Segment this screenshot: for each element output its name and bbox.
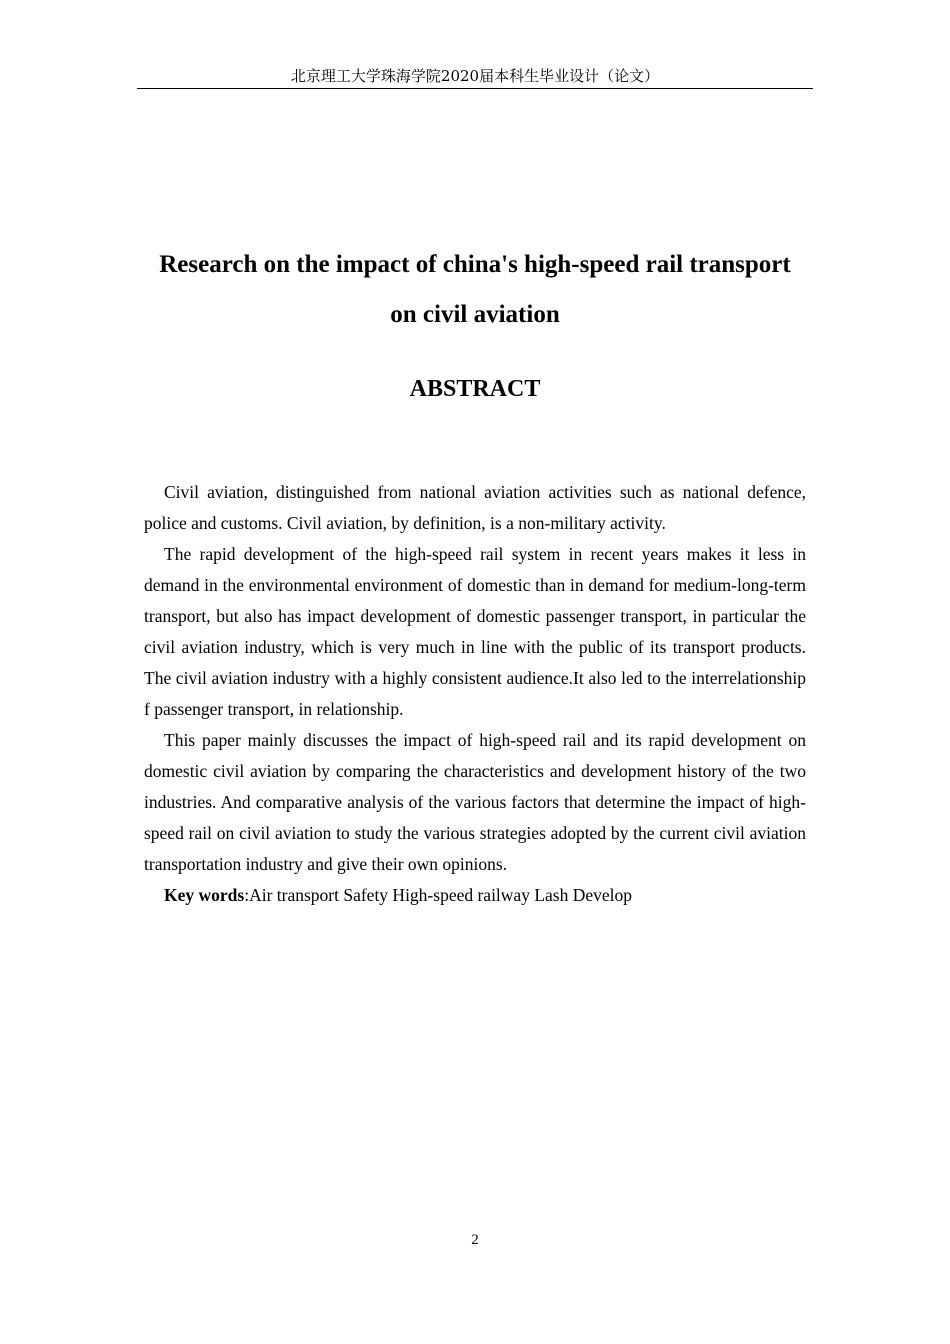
keywords-label: Key words xyxy=(164,885,245,905)
page-number: 2 xyxy=(471,1232,479,1248)
abstract-heading: ABSTRACT xyxy=(409,376,541,402)
abstract-paragraph-1: Civil aviation, distinguished from national aviation activities such as national defence, police and customs. Civil aviation, by definition, is a non-military activity. xyxy=(144,482,806,533)
keywords-line xyxy=(144,880,806,911)
abstract-body xyxy=(144,477,806,911)
title-line-2: on civil aviation xyxy=(390,301,560,328)
title-line-1: Research on the impact of china's high-speed rail transport xyxy=(159,251,791,278)
keywords-text: :Air transport Safety High-speed railway Lash Develop xyxy=(244,885,633,905)
page-header xyxy=(137,66,813,89)
paper-title xyxy=(100,240,850,340)
abstract-paragraph-3: This paper mainly discusses the impact of high-speed rail and its rapid development on domestic civil aviation by comparing the characteristics and development history of the two industries. And comparative analysis of the various factors that determine the impact of high-speed rail on civil aviation to study the various strategies adopted by the current civil aviation transportation industry and give their own opinions. xyxy=(144,730,806,874)
abstract-paragraph-2: The rapid development of the high-speed rail system in recent years makes it less in demand in the environmental environment of domestic than in demand for medium-long-term transport, but also has impact development of domestic passenger transport, in particular the civil aviation industry, which is very much in line with the public of its transport products. The civil aviation industry with a highly consistent audience.It also led to the interrelationship f passenger transport, in relationship. xyxy=(144,544,806,719)
header-text: 北京理工大学珠海学院2020届本科生毕业设计（论文） xyxy=(290,67,660,85)
